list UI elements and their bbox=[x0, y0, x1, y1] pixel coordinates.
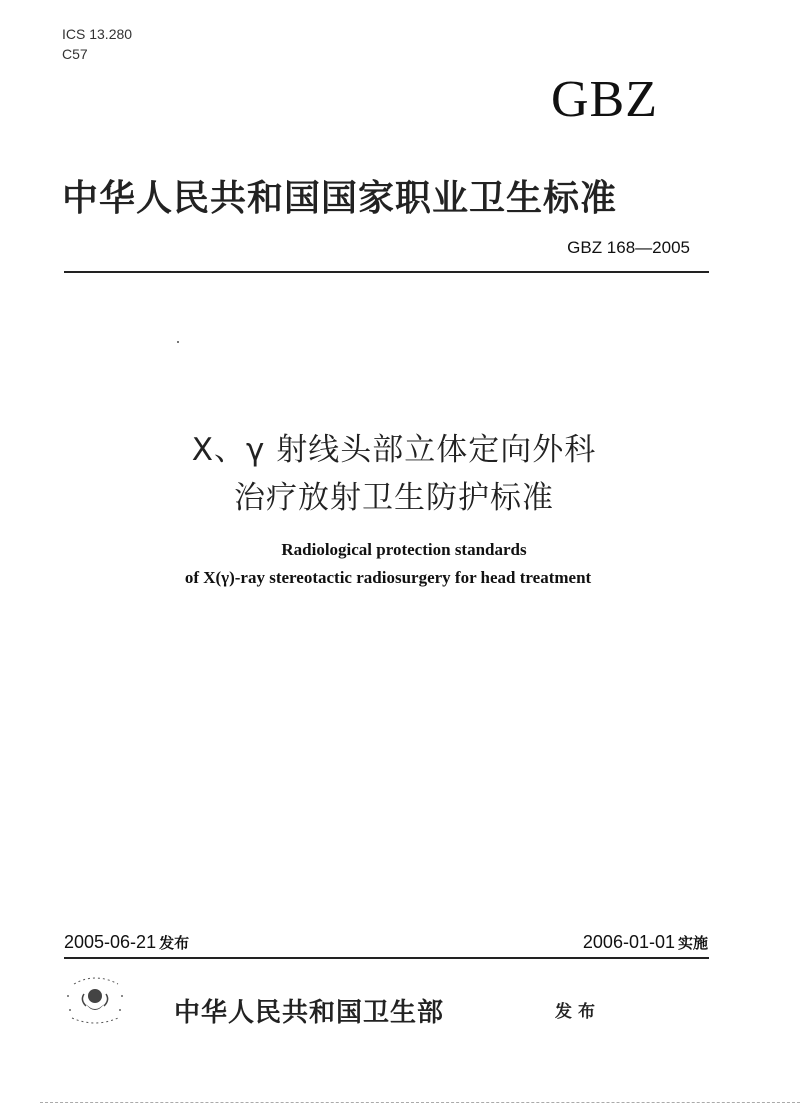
cn-title-line2: 治疗放射卫生防护标准 bbox=[234, 480, 554, 516]
ics-code: ICS 13.280 bbox=[62, 26, 133, 42]
top-divider bbox=[64, 271, 709, 273]
scan-speck bbox=[177, 341, 179, 343]
ccs-code: C57 bbox=[62, 46, 88, 62]
standard-category-title: 中华人民共和国国家职业卫生标准 bbox=[62, 178, 618, 219]
issue-date: 2005-06-21 bbox=[64, 932, 157, 952]
issuing-authority: 中华人民共和国卫生部 bbox=[174, 998, 445, 1028]
en-title-line2: of X(γ)-ray stereotactic radiosurgery for head treatment bbox=[184, 568, 592, 587]
en-title-line1: Radiological protection standards bbox=[281, 540, 527, 559]
issue-date-block bbox=[64, 932, 189, 953]
ministry-emblem-icon bbox=[60, 970, 130, 1030]
classification-codes bbox=[62, 24, 132, 64]
implement-date-block bbox=[583, 932, 708, 953]
standard-number: GBZ 168—2005 bbox=[567, 238, 690, 257]
bottom-divider bbox=[64, 957, 709, 959]
cn-title-line1: X、γ 射线头部立体定向外科 bbox=[191, 432, 597, 468]
gbz-logo: GBZ bbox=[551, 71, 658, 128]
implement-date: 2006-01-01 bbox=[582, 932, 675, 952]
scan-edge-line bbox=[40, 1102, 800, 1104]
issuer-action: 发布 bbox=[555, 1002, 601, 1022]
issue-label: 发布 bbox=[159, 934, 190, 952]
implement-label: 实施 bbox=[677, 934, 708, 952]
